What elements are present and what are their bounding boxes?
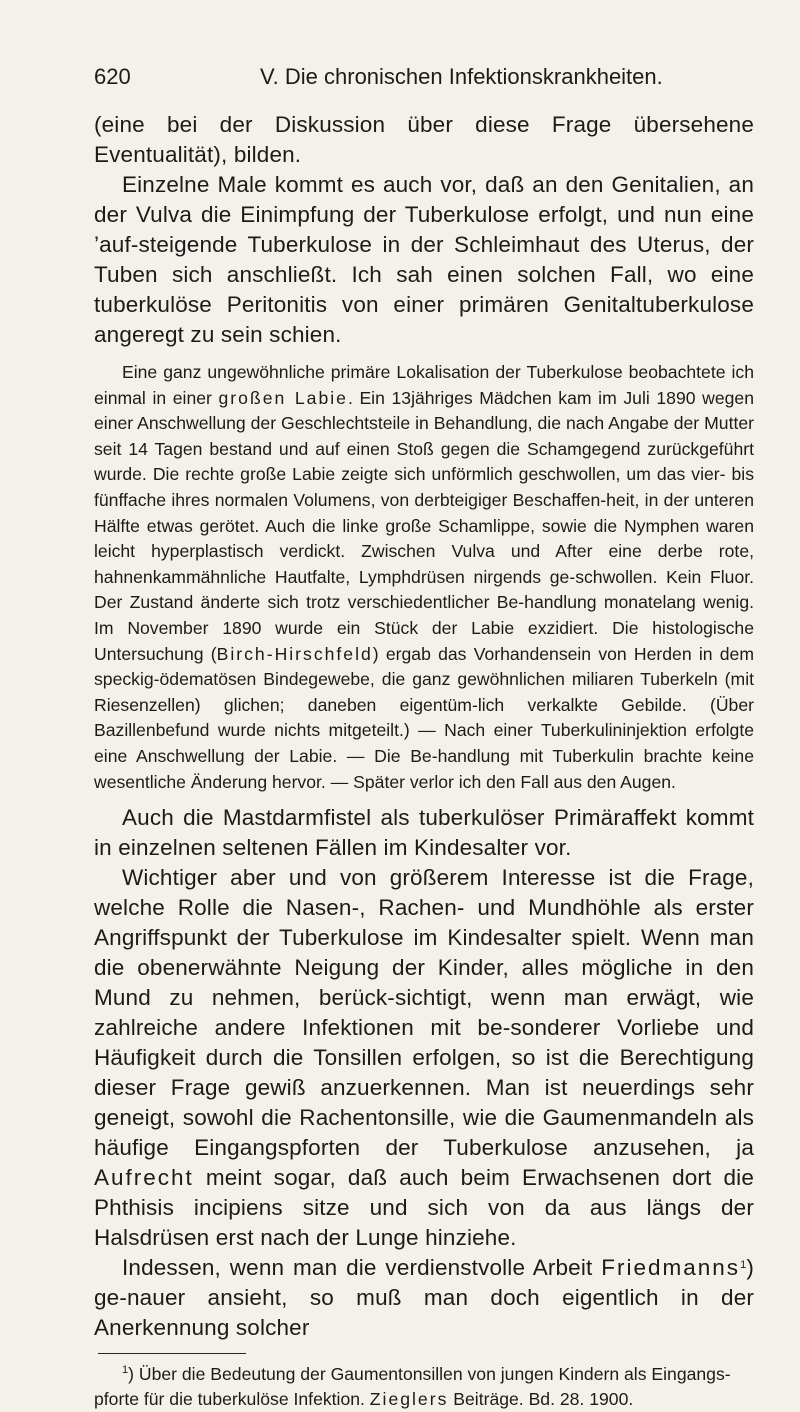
- footnote-reference: 1: [740, 1259, 747, 1272]
- spaced-term-labie: großen Labie: [218, 387, 348, 408]
- page-number: 620: [94, 64, 131, 89]
- footnote-text-2: Beiträge. Bd. 28. 1900.: [448, 1389, 634, 1410]
- spaced-name-zieglers: Zieglers: [369, 1389, 449, 1410]
- spaced-name-birch-hirschfeld: Birch-Hirschfeld: [216, 643, 373, 664]
- paragraph-friedmann: [94, 1253, 754, 1343]
- case-report-text-1: Eine ganz ungewöhnliche primäre Lokalisation der Tuberkulose beobachtete ich einmal in einer: [94, 362, 754, 408]
- footnote-text-1: ) Über die Bedeutung der Gaumentonsillen von jungen Kindern als Eingangs-pforte für die tuberkulöse Infektion.: [94, 1364, 731, 1410]
- case-report-text-2: . Ein 13jähriges Mädchen kam im Juli 1890 wegen einer Anschwellung der Geschlechtsteile in Behandlung, die nach Angabe der Mutter seit 14 Tagen bestand und auf einen Stoß gegen die Schamgegend zurückgeführt wurde. Die rechte große Labie zeigte sich unförmlich geschwollen, um das vier- bis fünffache ihres normalen Volumens, von derbteigiger Beschaffen-heit, in der unteren Hälfte etwas gerötet. Auch die linke große Schamlippe, sowie die Nymphen waren leicht hyperplastisch verdickt. Zwischen Vulva und After eine derbe rote, hahnenkammähnliche Hautfalte, Lymphdrüsen nirgends ge-schwollen. Kein Fluor. Der Zustand änderte sich trotz verschiedentlicher Be-handlung monatelang wenig. Im November 1890 wurde ein Stück der Labie exzidiert. Die histologische Untersuchung (: [94, 387, 754, 664]
- tonsils-text-1: Wichtiger aber und von größerem Interesse ist die Frage, welche Rolle die Nasen-, Rachen- und Mundhöhle als erster Angriffspunkt der Tuberkulose im Kindesalter spielt. Wenn man die obenerwähnte Neigung der Kinder, alles mögliche in den Mund zu nehmen, berück-sichtigt, wenn man erwägt, wie zahlreiche andere Infektionen mit be-sonderer Vorliebe und Häufigkeit durch die Tonsillen erfolgen, so ist die Berechtigung dieser Frage gewiß anzuerkennen. Man ist neuerdings sehr geneigt, sowohl die Rachentonsille, wie die Gaumenmandeln als häufige Eingangspforten der Tuberkulose anzusehen, ja: [94, 865, 754, 1161]
- footnote-marker: 1: [122, 1364, 129, 1377]
- friedmann-text-1: Indessen, wenn man die verdienstvolle Arbeit: [122, 1255, 602, 1281]
- footnote-divider: [98, 1353, 246, 1354]
- friedmann-text-2: ) ge-nauer ansieht, so muß man doch eigentlich in der Anerkennung solcher: [94, 1255, 754, 1341]
- case-report-text-3: ) ergab das Vorhandensein von Herden in dem speckig-ödematösen Bindegewebe, die ganz gewöhnlichen miliaren Tuberkeln (mit Riesenzellen) glichen; daneben eigentüm-lich verkalkte Gebilde. (Über Bazillenbefund wurde nichts mitgeteilt.) — Nach einer Tuberkulininjektion erfolgte eine Anschwellung der Labie. — Die Be-handlung mit Tuberkulin brachte keine wesentliche Änderung hervor. — Später verlor ich den Fall aus den Augen.: [94, 643, 754, 792]
- footnote: [94, 1362, 754, 1412]
- paragraph-genital-infection: Einzelne Male kommt es auch vor, daß an den Genitalien, an der Vulva die Einimpfung der Tuberkulose erfolgt, und nun eine ’auf-steigende Tuberkulose in der Schleimhaut des Uterus, der Tuben sich anschließt. Ich sah einen solchen Fall, wo eine tuberkulöse Peritonitis von einer primären Genitaltuberkulose angeregt zu sein schien.: [94, 172, 754, 347]
- spaced-name-friedmann: Friedmanns: [601, 1255, 741, 1281]
- body-text: [94, 110, 754, 1412]
- paragraph-continuation: (eine bei der Diskussion über diese Frage übersehene Eventualität), bilden.: [94, 112, 754, 167]
- tonsils-text-2: meint sogar, daß auch beim Erwachsenen dort die Phthisis incipiens sitze und sich von da aus längs der Halsdrüsen erst nach der Lunge hinziehe.: [94, 1165, 754, 1251]
- case-report-paragraph: [94, 360, 754, 795]
- paragraph-tonsils: [94, 863, 754, 1253]
- spaced-name-aufrecht: Aufrecht: [94, 1165, 194, 1191]
- running-title: V. Die chronischen Infektionskrankheiten.: [260, 64, 663, 89]
- paragraph-mastdarmfistel: Auch die Mastdarmfistel als tuberkulöser Primäraffekt kommt in einzelnen seltenen Fällen im Kindesalter vor.: [94, 805, 754, 861]
